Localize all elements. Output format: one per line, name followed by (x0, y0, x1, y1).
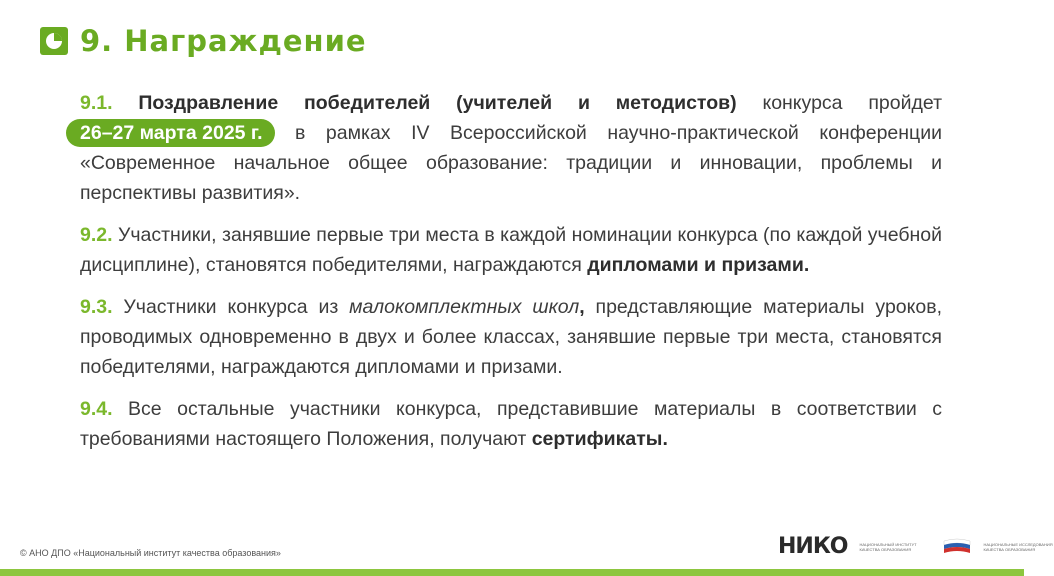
paragraph-text: конкурса пройдет (736, 92, 943, 114)
paragraph-number: 9.2. (80, 224, 113, 246)
paragraph-9-4 (80, 394, 942, 454)
italic-text: малокомплектных школ (349, 296, 580, 318)
slide-content (80, 88, 942, 466)
bold-text: дипломами и призами. (587, 254, 810, 276)
paragraph-number: 9.3. (80, 296, 113, 318)
paragraph-text: Участники, занявшие первые три места в каждой номинации конкурса (по каждой учебной дисциплине), становятся победителями, награждаются (80, 224, 942, 276)
slide-header (40, 24, 367, 58)
copyright: © АНО ДПО «Национальный институт качества образования» (20, 548, 281, 558)
paragraph-text: представляющие материалы уроков, проводимых одновременно в двух и более классах, занявшие первые три места, становятся победителями, награждаются дипломами и призами. (80, 296, 943, 378)
russia-flag-icon (942, 537, 972, 557)
paragraph-number: 9.1. (80, 92, 113, 114)
paragraph-text: в рамках IV Всероссийской научно-практической конференции «Современное начальное общее образование: традиции и инновации, проблемы и перспективы развития». (80, 122, 942, 204)
niko-logo: НИКО (778, 534, 848, 559)
paragraph-9-1 (80, 88, 942, 208)
paragraph-text: Все остальные участники конкурса, представившие материалы в соответствии с требованиями настоящего Положения, получают (80, 398, 942, 450)
logo-circle-icon (40, 27, 68, 55)
slide-title: 9. Награждение (80, 24, 367, 58)
paragraph-number: 9.4. (80, 398, 113, 420)
date-highlight: 26–27 марта 2025 г. (66, 119, 275, 147)
paragraph-text: Участники конкурса из (112, 296, 350, 318)
bold-comma: , (579, 296, 585, 318)
niko-logo-caption: НАЦИОНАЛЬНЫЙ ИНСТИТУТ КАЧЕСТВА ОБРАЗОВАНИЯ (859, 541, 917, 552)
paragraph-9-2 (80, 220, 942, 280)
bold-text: Поздравление победителей (учителей и методистов) (138, 92, 737, 114)
footer-logos (778, 534, 1054, 559)
paragraph-9-3 (80, 292, 942, 382)
bottom-accent-bar (0, 569, 1024, 576)
partner-logo-caption: НАЦИОНАЛЬНЫЕ ИССЛЕДОВАНИЯ КАЧЕСТВА ОБРАЗОВАНИЯ (983, 541, 1053, 552)
bold-text: сертификаты. (531, 428, 668, 450)
